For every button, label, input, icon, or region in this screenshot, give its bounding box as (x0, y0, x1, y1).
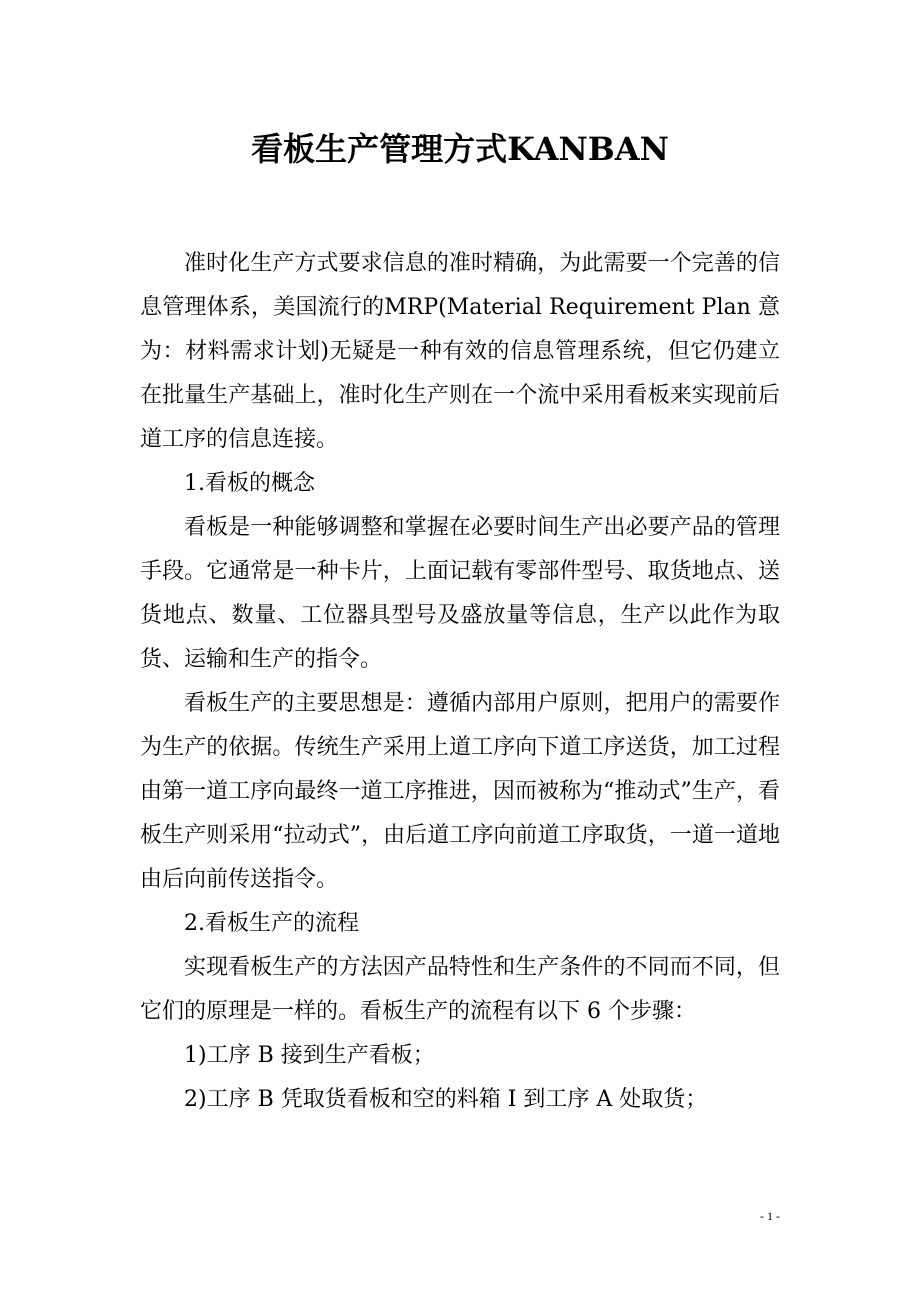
section-heading-2: 2.看板生产的流程 (184, 911, 359, 936)
section-heading-1: 1.看板的概念 (184, 471, 315, 496)
paragraph-process: 实现看板生产的方法因产品特性和生产条件的不同而不同，但它们的原理是一样的。看板生产的流程有以下 6 个步骤： (140, 955, 780, 1024)
step-item: 2)工序 B 凭取货看板和空的料箱 I 到工序 A 处取货； (184, 1087, 708, 1112)
document-body (140, 242, 780, 1122)
paragraph-main-idea: 看板生产的主要思想是：遵循内部用户原则，把用户的需要作为生产的依据。传统生产采用上道工序向下道工序送货，加工过程由第一道工序向最终一道工序推进，因而被称为“推动式”生产，看板生产则采用“拉动式”，由后道工序向前道工序取货，一道一道地由后向前传送指令。 (140, 691, 780, 892)
paragraph-intro: 准时化生产方式要求信息的准时精确，为此需要一个完善的信息管理体系，美国流行的MRP(Material Requirement Plan 意为：材料需求计划)无疑是一种有效的信息管理系统，但它仍建立在批量生产基础上，准时化生产则在一个流中采用看板来实现前后道工序的信息连接。 (140, 251, 780, 452)
page-number: - 1 - (760, 1209, 780, 1223)
document-title: 看板生产管理方式KANBAN (251, 130, 669, 168)
paragraph-concept: 看板是一种能够调整和掌握在必要时间生产出必要产品的管理手段。它通常是一种卡片，上面记载有零部件型号、取货地点、送货地点、数量、工位器具型号及盛放量等信息，生产以此作为取货、运输和生产的指令。 (140, 515, 780, 672)
step-item: 1)工序 B 接到生产看板； (184, 1043, 435, 1068)
